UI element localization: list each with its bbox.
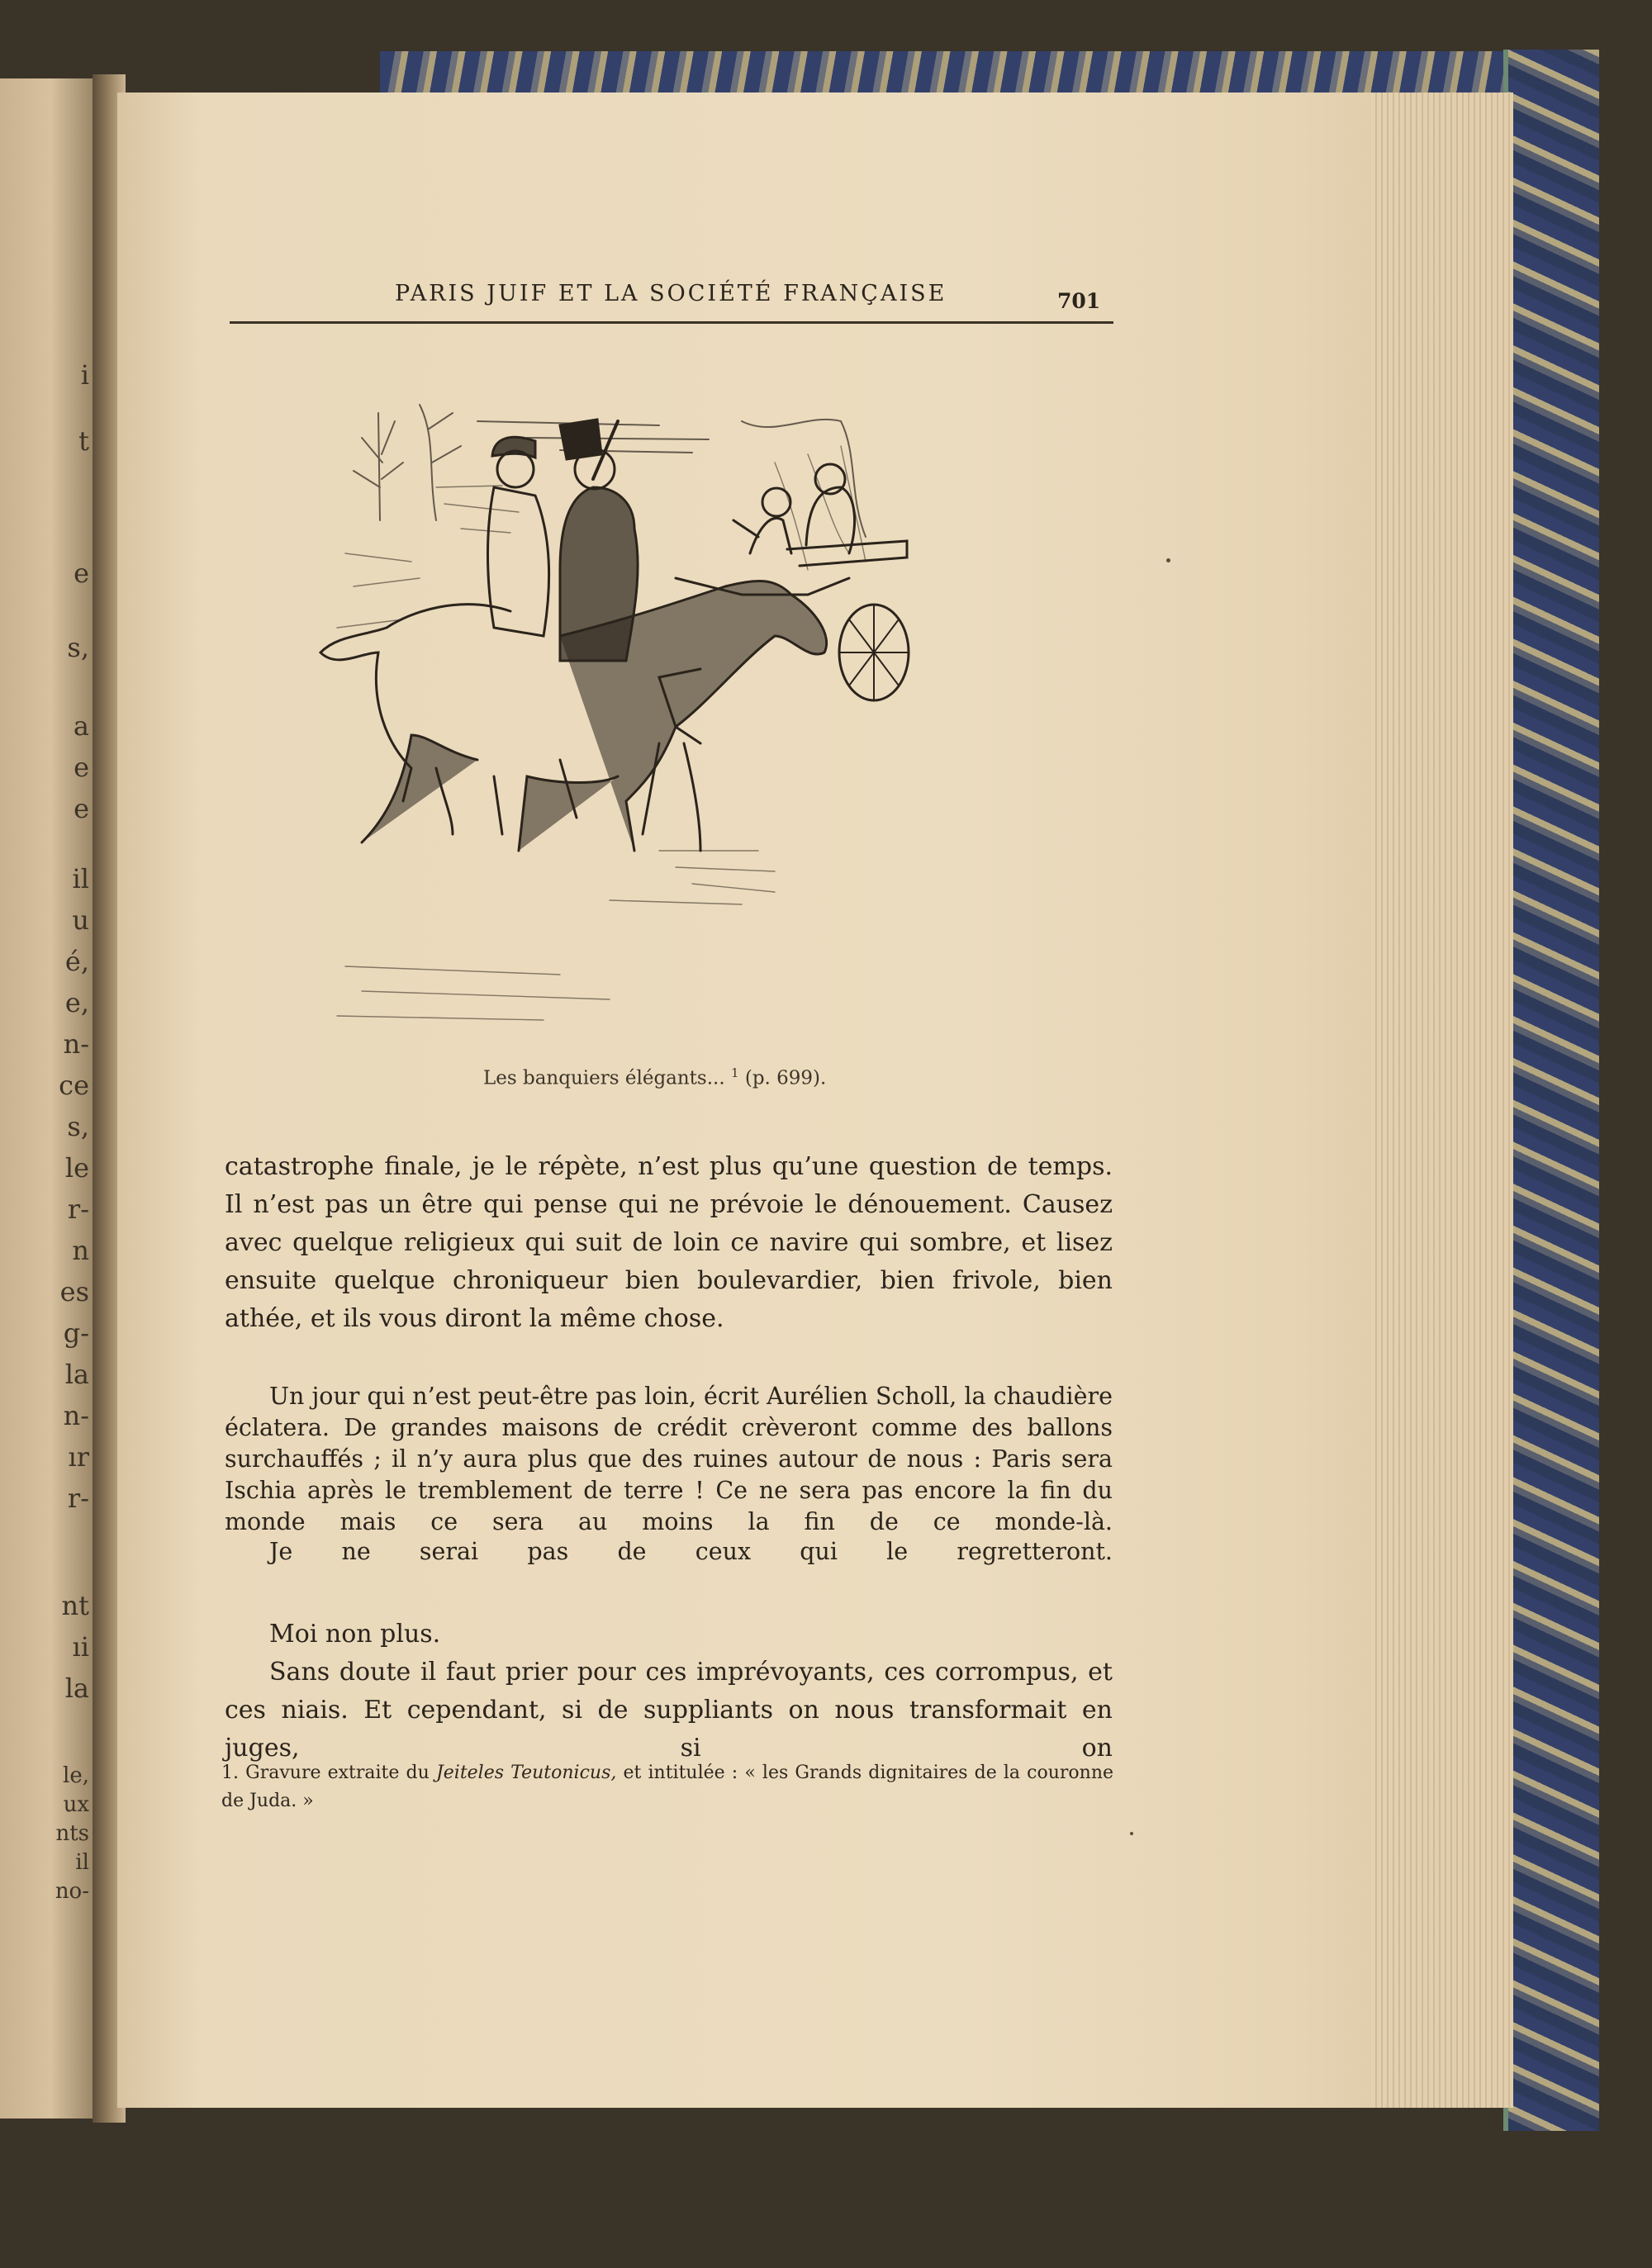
running-title: PARIS JUIF ET LA SOCIÉTÉ FRANÇAISE (395, 281, 947, 306)
left-page-fragment: es (59, 1276, 89, 1307)
left-page-fragment: e (74, 793, 89, 824)
left-page-fragment: n- (63, 1400, 89, 1431)
left-page-fragment: i (80, 359, 89, 391)
left-page-fragment: g- (63, 1317, 89, 1349)
left-page-edge (0, 78, 93, 2119)
left-page-fragment: le (64, 1152, 89, 1184)
left-page-fragment: a (73, 710, 89, 742)
left-page-fragment: ce (59, 1070, 89, 1101)
footnote-title: Jeiteles Teutonicus, (435, 1763, 617, 1783)
left-page-fragment: e (74, 752, 89, 783)
left-page-fragment: ır (68, 1441, 89, 1473)
left-page-fragment: ıi (72, 1631, 89, 1663)
left-page-fragment: s, (67, 632, 89, 663)
caption-text: Les banquiers élégants... (483, 1067, 725, 1089)
paper-speck (1166, 558, 1170, 562)
body-paragraph: catastrophe finale, je le répète, n’est plus qu’une question de temps. Il n’est pas un être qui pense qui ne prévoie le dénouement. Causez avec quelque religieux qui suit de loin ce navire qui sombre, et lisez ensuite quelque chroniqueur bien boulevardier, bien frivole, bien athée, et ils vous diront la même chose. (225, 1152, 1113, 1333)
marbled-cover-top (380, 51, 1536, 97)
body-paragraph: Sans doute il faut prier pour ces imprévoyants, ces corrompus, et ces niais. Et cependant, si de suppliants on nous transformait en juges, si on (225, 1658, 1113, 1763)
left-page-fragment: n- (63, 1028, 89, 1060)
left-page-fragment: r- (67, 1193, 89, 1225)
left-page-fragment: il (75, 1850, 89, 1875)
body-line-moi-non-plus: Moi non plus. (269, 1620, 441, 1649)
caption-note-mark: 1 (730, 1065, 739, 1080)
figure-caption (483, 1065, 826, 1089)
header-rule (230, 321, 1113, 324)
footnote-text-continued: et intitulée : « les Grands dignitaires de la couronne de Juda. » (221, 1763, 1114, 1811)
block-quote-closing: Je ne serai pas de ceux qui le regretteront. (269, 1538, 1113, 1565)
page-number: 701 (1057, 289, 1101, 313)
paper-speck (1130, 1832, 1133, 1835)
left-page-fragment: le, (63, 1763, 89, 1788)
left-page-fragment: nt (61, 1590, 89, 1621)
left-page-fragment: u (72, 904, 89, 936)
left-page-fragment: é, (64, 946, 89, 977)
marbled-cover-edge (1503, 50, 1599, 2131)
left-page-fragment: e (74, 558, 89, 589)
engraving-illustration (312, 388, 1023, 1032)
block-quote: Un jour qui n’est peut-être pas loin, écrit Aurélien Scholl, la chaudière éclatera. De grandes maisons de crédit crèveront comme des ballons surchauffés ; il n’y aura plus que des ruines autour de nous : Paris sera Ischia après le tremblement de terre ! Ce ne sera pas encore la fin du monde mais ce sera au moins la fin de ce monde-là. (225, 1383, 1113, 1535)
left-page-fragment: t (78, 425, 89, 457)
left-page-fragment: la (64, 1359, 89, 1390)
footnote (221, 1759, 1113, 1815)
footnote-number: 1. (221, 1763, 239, 1783)
page-edges (1371, 93, 1513, 2108)
footnote-text: Gravure extraite du (245, 1763, 430, 1783)
left-page-fragment: nts (55, 1821, 89, 1846)
left-page-fragment: ux (63, 1792, 89, 1817)
left-page-fragment: no- (55, 1879, 89, 1904)
left-page-fragment: s, (67, 1111, 89, 1142)
left-page-fragment: la (64, 1673, 89, 1704)
left-page-fragment: r- (67, 1483, 89, 1514)
caption-page-ref: (p. 699). (744, 1067, 827, 1089)
left-page-fragment: il (72, 863, 89, 894)
left-page-fragment: n (72, 1235, 89, 1266)
left-page-fragment: e, (64, 987, 89, 1018)
